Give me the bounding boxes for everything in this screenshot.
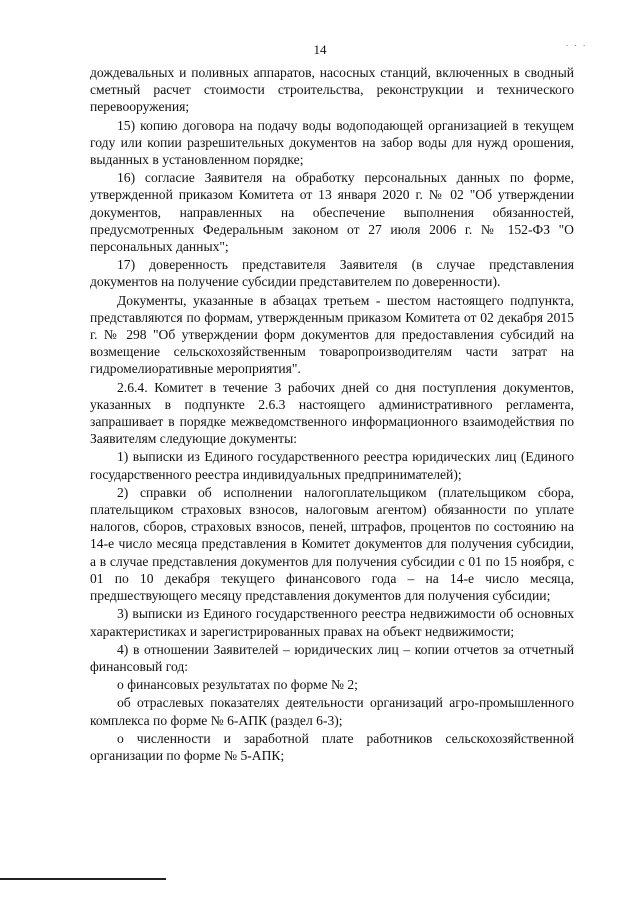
paragraph-request-2: 2) справки об исполнении налогоплательщиком (плательщиком сбора, плательщиком страховых взносов, налоговым агентом) обязанности по уплате налогов, сборов, страховых взносов, пеней, штрафов, процентов по состоянию на 14-е число месяца представления в Комитет документов для получения субсидии, а в случае представления документов для получения субсидии с 01 по 15 ноября, с 01 по 10 декабря текущего финансового года – на 14-е число месяца, предшествующего месяцу представления документов для получения субсидии;	[90, 484, 574, 604]
footer-rule	[0, 878, 166, 880]
paragraph-item-17: 17) доверенность представителя Заявителя (в случае представления документов на получение субсидии представителем по доверенности).	[90, 257, 574, 290]
paragraph-report-agro: об отраслевых показателях деятельности организаций агро-промышленного комплекса по форме № 6-АПК (раздел 6-3);	[90, 695, 574, 728]
paragraph-item-15: 15) копию договора на подачу воды водоподающей организацией в текущем году или копии разрешительных документов на забор воды для нужд орошения, выданных в установленном порядке;	[90, 117, 574, 168]
paragraph-continuation: дождевальных и поливных аппаратов, насосных станций, включенных в сводный сметный расчет стоимости строительства, реконструкции и технического перевооружения;	[90, 65, 574, 115]
paragraph-clause-2-6-4: 2.6.4. Комитет в течение 3 рабочих дней со дня поступления документов, указанных в подпункте 2.6.3 настоящего административного регламента, запрашивает в порядке межведомственного информационного взаимодействия по Заявителям следующие документы:	[90, 379, 574, 447]
paragraph-request-3: 3) выписки из Единого государственного реестра недвижимости об основных характеристиках и зарегистрированных правах на объект недвижимости;	[90, 606, 574, 639]
page-number: 14	[313, 42, 327, 57]
paragraph-report-financial: о финансовых результатах по форме № 2;	[117, 677, 358, 693]
paragraph-documents-note: Документы, указанные в абзацах третьем - шестом настоящего подпункта, представляются по формам, утвержденным приказом Комитета от 02 декабря 2015 г. № 298 "Об утверждении форм документов для предоставления субсидий на возмещение сельскохозяйственным товаропроизводителям части затрат на гидромелиоративные мероприятия".	[90, 292, 574, 377]
paragraph-request-1: 1) выписки из Единого государственного реестра юридических лиц (Единого государственного реестра индивидуальных предпринимателей);	[90, 449, 574, 482]
paragraph-request-4: 4) в отношении Заявителей – юридических лиц – копии отчетов за отчетный финансовый год:	[90, 641, 574, 674]
scan-corner-mark: . . .	[566, 38, 588, 48]
paragraph-report-staff: о численности и заработной плате работников сельскохозяйственной организации по форме № 5-АПК;	[90, 730, 574, 763]
document-body	[90, 64, 574, 765]
paragraph-item-16: 16) согласие Заявителя на обработку персональных данных по форме, утвержденной приказом Комитета от 13 января 2020 г. № 02 "Об утверждении документов, направленных на обеспечение выполнения обязанностей, предусмотренных Федеральным законом от 27 июля 2006 г. № 152-ФЗ "О персональных данных";	[90, 170, 574, 255]
